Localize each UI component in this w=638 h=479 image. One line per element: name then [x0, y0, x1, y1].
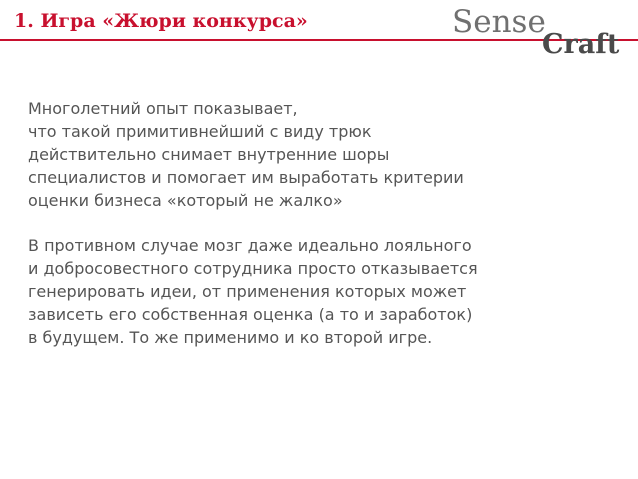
- sensecraft-logo: [452, 4, 632, 66]
- logo-text-sense: Sense: [452, 4, 546, 40]
- paragraph-2: [28, 234, 628, 349]
- text-line: что такой примитивнейший с виду трюк: [28, 122, 372, 141]
- text-line: оценки бизнеса «который не жалко»: [28, 191, 343, 210]
- slide-body: [28, 97, 628, 349]
- text-line: генерировать идеи, от применения которых может: [28, 282, 467, 301]
- text-line: специалистов и помогает им выработать критерии: [28, 168, 464, 187]
- text-line: действительно снимает внутренние шоры: [28, 145, 390, 164]
- logo-text-craft: Craft: [542, 29, 620, 60]
- text-line: В противном случае мозг даже идеально лояльного: [28, 236, 472, 255]
- text-line: и добросовестного сотрудника просто отказывается: [28, 259, 478, 278]
- text-line: Многолетний опыт показывает,: [28, 99, 298, 118]
- slide-title: 1. Игра «Жюри конкурса»: [14, 10, 308, 32]
- paragraph-1: [28, 97, 628, 212]
- text-line: в будущем. То же применимо и ко второй игре.: [28, 328, 433, 347]
- text-line: зависеть его собственная оценка (а то и заработок): [28, 305, 473, 324]
